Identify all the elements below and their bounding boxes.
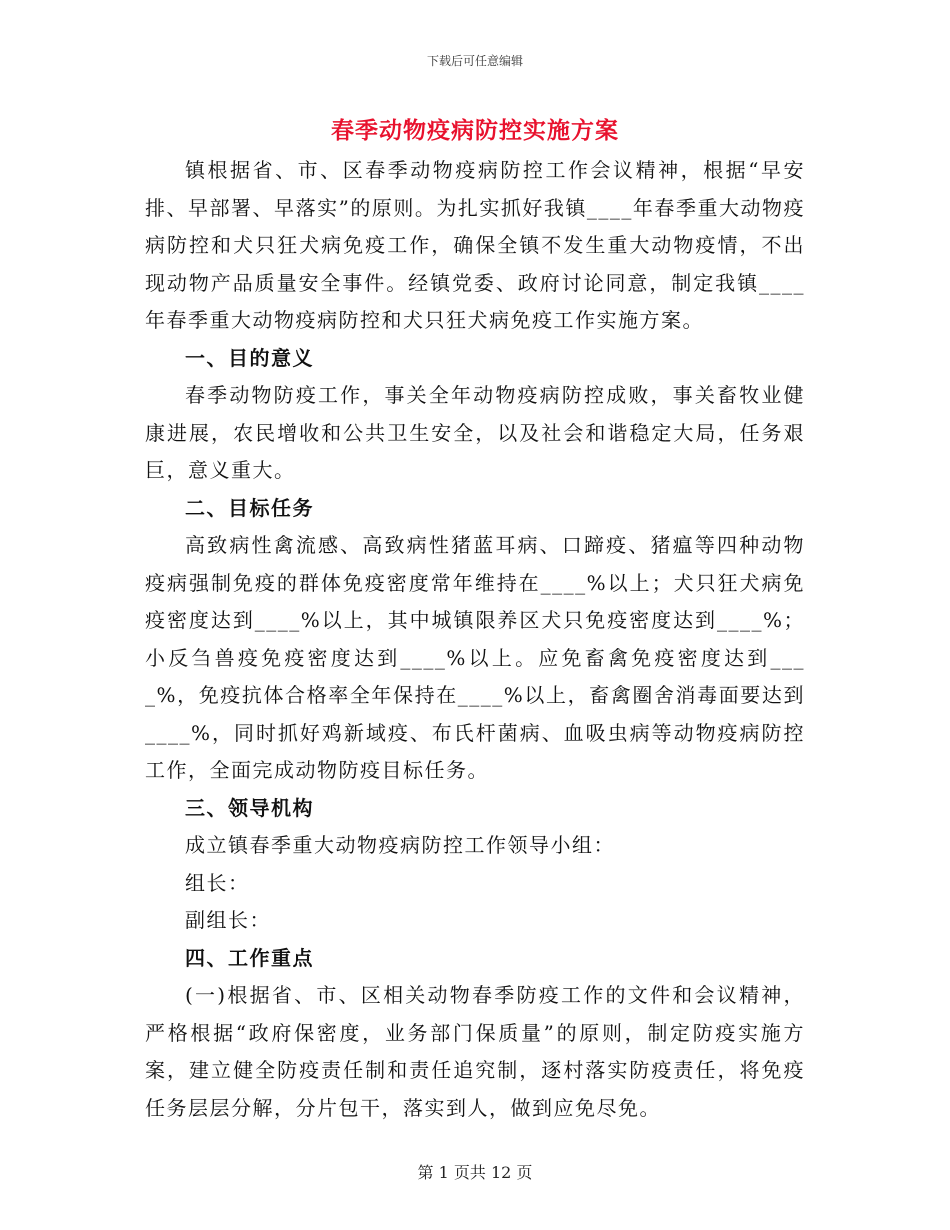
section-heading: 三、领导机构 [185,795,314,820]
paragraph: 镇根据省、市、区春季动物疫病防控工作会议精神，根据“早安排、早部署、早落实”的原则。为扎实抓好我镇____年春季重大动物疫病防控和犬只狂犬病免疫工作，确保全镇不发生重大动物疫情，不出现动物产品质量安全事件。经镇党委、政府讨论同意，制定我镇____年春季重大动物疫病防控和犬只狂犬病免疫工作实施方案。 [145,158,805,332]
page-header-note: 下载后可任意编辑 [426,54,523,68]
paragraph: 副组长： [185,908,271,932]
document-title: 春季动物疫病防控实施方案 [331,117,619,144]
paragraph: 组长： [185,870,250,895]
paragraph: 高致病性禽流感、高致病性猪蓝耳病、口蹄疫、猪瘟等四种动物疫病强制免疫的群体免疫密度常年维持在____%以上；犬只狂犬病免疫密度达到____%以上，其中城镇限养区犬只免疫密度达到____%；小反刍兽疫免疫密度达到____%以上。应免畜禽免疫密度达到____%，免疫抗体合格率全年保持在____%以上，畜禽圈舍消毒面要达到____%，同时抓好鸡新域疫、布氏杆菌病、血吸虫病等动物疫病防控工作，全面完成动物防疫目标任务。 [145,533,805,782]
section-heading: 四、工作重点 [185,945,314,970]
page-footer: 第 1 页共 12 页 [417,1163,533,1182]
paragraph: 成立镇春季重大动物疫病防控工作领导小组： [185,833,615,857]
section-heading: 一、目的意义 [185,345,314,370]
section-heading: 二、目标任务 [185,495,314,520]
paragraph: (一)根据省、市、区相关动物春季防疫工作的文件和会议精神，严格根据“政府保密度，业务部门保质量”的原则，制定防疫实施方案，建立健全防疫责任制和责任追究制，逐村落实防疫责任，将免疫任务层层分解，分片包干，落实到人，做到应免尽免。 [145,983,805,1120]
paragraph: 春季动物防疫工作，事关全年动物疫病防控成败，事关畜牧业健康进展，农民增收和公共卫生安全，以及社会和谐稳定大局，任务艰巨，意义重大。 [145,383,805,482]
document-body [145,152,805,1127]
